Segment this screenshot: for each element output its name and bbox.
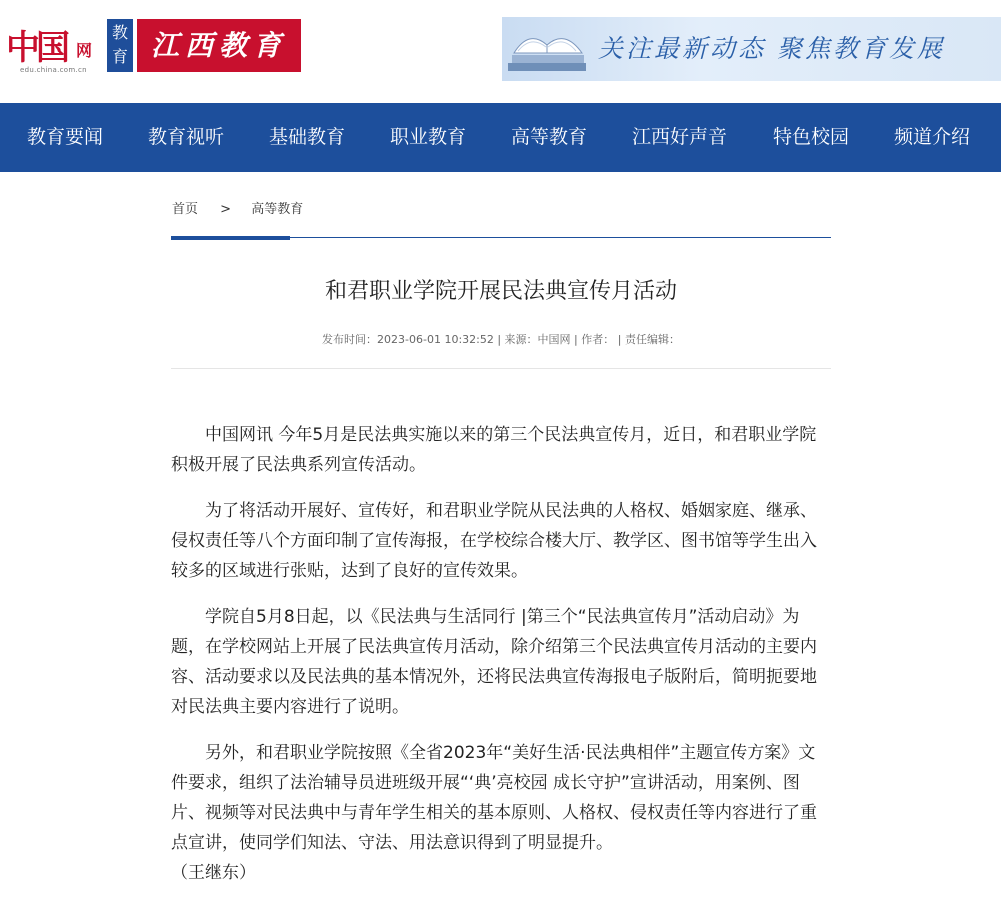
banner-slogan: 关注最新动态 聚焦教育发展 bbox=[598, 34, 945, 63]
article-paragraph: 为了将活动开展好、宣传好，和君职业学院从民法典的人格权、婚姻家庭、继承、侵权责任等八个方面印制了宣传海报，在学校综合楼大厅、教学区、图书馆等学生出入较多的区域进行张贴，达到了良好的宣传效果。 bbox=[171, 501, 817, 581]
article-paragraph: 另外，和君职业学院按照《全省2023年“美好生活·民法典相伴”主题宣传方案》文件要求，组织了法治辅导员进班级开展“‘典’亮校园 成长守护”宣讲活动，用案例、图片、视频等对民法典中与青年学生相关的基本原则、人格权、侵权责任等内容进行了重点宣讲，使同学们知法、守法、用法意识得到了明显提升。 bbox=[171, 743, 817, 853]
article-signature: （王继东） bbox=[171, 863, 256, 883]
article-meta: 发布时间：2023-06-01 10:32:52 | 来源：中国网 | 作者： | 责任编辑： bbox=[322, 333, 680, 346]
nav-item-campus[interactable]: 特色校园 bbox=[773, 126, 850, 148]
breadcrumb-divider-accent bbox=[171, 236, 290, 240]
main-nav bbox=[0, 103, 1001, 172]
logo-wang-text: 网 bbox=[76, 41, 93, 60]
jiangxi-edu-logo[interactable]: 江西教育 bbox=[137, 19, 301, 72]
breadcrumb bbox=[172, 198, 303, 217]
nav-item-higher-edu[interactable]: 高等教育 bbox=[511, 126, 588, 148]
nav-item-jiangxi-voice[interactable]: 江西好声音 bbox=[632, 126, 728, 148]
nav-item-news[interactable]: 教育要闻 bbox=[27, 126, 104, 148]
nav-item-about[interactable]: 频道介绍 bbox=[894, 126, 971, 148]
logo-china-text: 中国 bbox=[6, 28, 66, 68]
book-icon bbox=[504, 23, 590, 79]
nav-item-vocational-edu[interactable]: 职业教育 bbox=[390, 126, 467, 148]
nav-item-video[interactable]: 教育视听 bbox=[148, 126, 225, 148]
china-com-logo[interactable] bbox=[6, 18, 98, 74]
meta-divider bbox=[171, 368, 831, 369]
article-paragraph: 学院自5月8日起，以《民法典与生活同行 |第三个“民法典宣传月”活动启动》为题，在学校网站上开展了民法典宣传月活动，除介绍第三个民法典宣传月活动的主要内容、活动要求以及民法典的基本情况外，还将民法典宣传海报电子版附后，简明扼要地对民法典主要内容进行了说明。 bbox=[171, 607, 817, 717]
site-header bbox=[0, 0, 1001, 103]
breadcrumb-current[interactable]: 高等教育 bbox=[251, 202, 304, 217]
article-body bbox=[171, 420, 831, 904]
edu-channel-logo[interactable]: 教育 bbox=[107, 19, 133, 72]
nav-item-basic-edu[interactable]: 基础教育 bbox=[269, 126, 346, 148]
breadcrumb-home[interactable]: 首页 bbox=[172, 202, 199, 217]
header-banner bbox=[502, 17, 1001, 81]
breadcrumb-separator: > bbox=[220, 202, 232, 217]
logo-url-text: edu.china.com.cn bbox=[20, 66, 87, 74]
article-title: 和君职业学院开展民法典宣传月活动 bbox=[324, 279, 677, 304]
article-paragraph: 中国网讯 今年5月是民法典实施以来的第三个民法典宣传月，近日，和君职业学院积极开展了民法典系列宣传活动。 bbox=[171, 425, 817, 475]
